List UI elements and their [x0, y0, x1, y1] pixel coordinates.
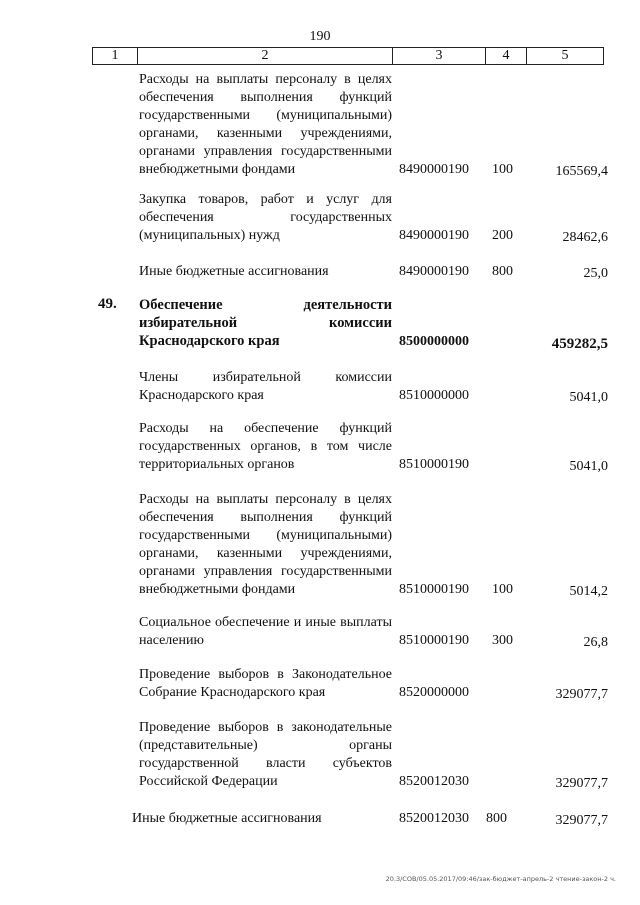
row-amount: 165569,4: [555, 164, 608, 179]
row-name: Проведение выборов в Законодательное Собрание Краснодарского края: [139, 667, 392, 700]
row-amount: 5014,2: [569, 584, 608, 599]
row-code: 8500000000: [399, 334, 469, 349]
row-expense-type: 800: [492, 264, 513, 279]
row-name: Обеспечение деятельности избирательной комиссии Краснодарского края: [139, 297, 392, 349]
row-expense-type: 100: [492, 162, 513, 177]
row-amount: 5041,0: [569, 390, 608, 405]
header-col-3: 3: [435, 48, 443, 63]
row-expense-type: 100: [492, 582, 513, 597]
row-code: 8520012030: [399, 811, 469, 826]
row-name: Проведение выборов в законодательные (представительные) органы государственной власти субъектов Российской Федерации: [139, 720, 392, 789]
row-name: Расходы на обеспечение функций государственных органов, в том числе территориальных органов: [139, 421, 392, 472]
row-code: 8490000190: [399, 162, 469, 177]
row-expense-type: 300: [492, 633, 513, 648]
row-name: Расходы на выплаты персоналу в целях обеспечения выполнения функций государственными (муниципальными) органами, казенными учреждениями, органами управления государственными внебюджетными фондами: [139, 72, 392, 177]
header-col-4: 4: [502, 48, 510, 63]
table-header-row: [92, 47, 604, 65]
row-code: 8520012030: [399, 774, 469, 789]
header-col-2: 2: [261, 48, 269, 63]
row-amount: 329077,7: [555, 813, 608, 828]
row-amount: 459282,5: [551, 336, 608, 352]
row-amount: 5041,0: [569, 459, 608, 474]
header-col-1: 1: [111, 48, 119, 63]
row-code: 8510000000: [399, 388, 469, 403]
document-footer: 20.3/СОВ/05.05.2017/09:46/зак-бюджет-апрель-2 чтение-закон-2 ч.: [385, 875, 616, 883]
row-number: 49.: [98, 296, 117, 312]
row-name: Социальное обеспечение и иные выплаты населению: [139, 615, 392, 648]
row-amount: 28462,6: [562, 230, 608, 245]
row-name: Члены избирательной комиссии Краснодарского края: [139, 370, 392, 403]
row-expense-type: 200: [492, 228, 513, 243]
row-expense-type: 800: [486, 811, 507, 826]
row-code: 8490000190: [399, 228, 469, 243]
row-name: Иные бюджетные ассигнования: [139, 264, 329, 279]
row-name: Иные бюджетные ассигнования: [132, 811, 322, 826]
row-amount: 329077,7: [555, 687, 608, 702]
row-code: 8510000190: [399, 582, 469, 597]
row-name: Закупка товаров, работ и услуг для обеспечения государственных (муниципальных) нужд: [139, 192, 392, 243]
row-name: Расходы на выплаты персоналу в целях обеспечения выполнения функций государственными (муниципальными) органами, казенными учреждениями, органами управления государственными внебюджетными фондами: [139, 492, 392, 597]
row-code: 8490000190: [399, 264, 469, 279]
page-number: 190: [309, 29, 331, 44]
row-code: 8510000190: [399, 633, 469, 648]
header-col-5: 5: [561, 48, 569, 63]
row-code: 8510000190: [399, 457, 469, 472]
row-amount: 329077,7: [555, 776, 608, 791]
row-code: 8520000000: [399, 685, 469, 700]
row-amount: 26,8: [583, 635, 608, 650]
row-amount: 25,0: [583, 266, 608, 281]
